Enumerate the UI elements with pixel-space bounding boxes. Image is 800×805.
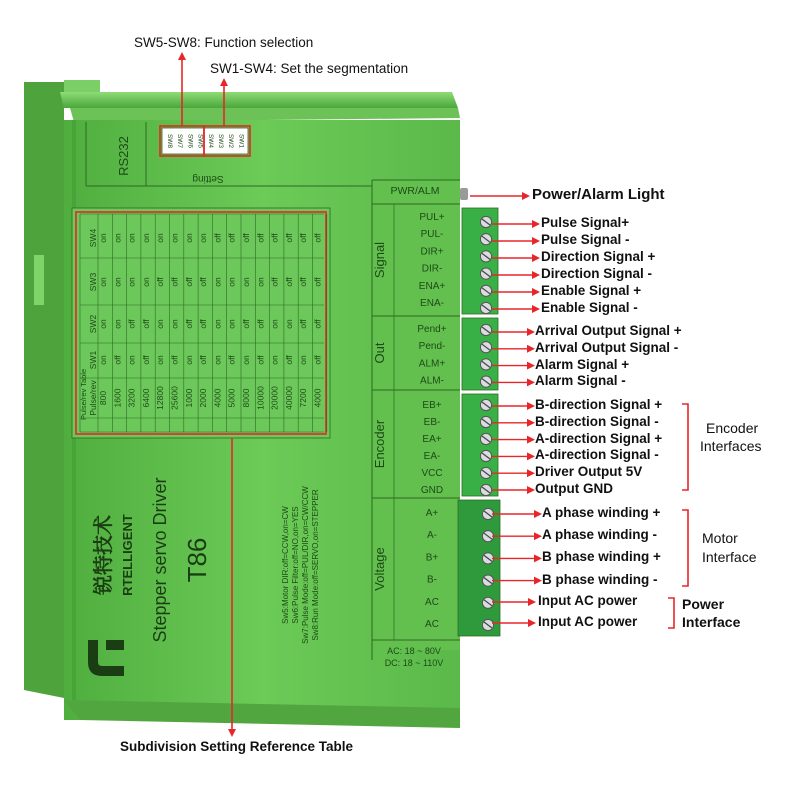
rs232-label: RS232 [116, 136, 131, 176]
label-signal: Direction Signal - [541, 266, 653, 281]
table-cell: on [112, 233, 123, 243]
table-header: SW2 [88, 314, 98, 334]
table-cell: off [169, 355, 180, 365]
pin-label: ENA- [420, 298, 444, 309]
label-out: Alarm Signal - [535, 373, 626, 389]
callout-segmentation: SW1-SW4: Set the segmentation [210, 61, 409, 76]
table-cell: 1600 [112, 388, 123, 408]
table-cell: on [226, 277, 237, 287]
pin-label: EB+ [422, 400, 442, 411]
setting-label: Setting [192, 173, 224, 184]
table-cell: on [298, 355, 309, 365]
table-cell: 1000 [183, 388, 194, 408]
table-cell: 10000 [255, 386, 266, 410]
led [460, 188, 468, 200]
table-cell: on [98, 355, 108, 365]
table-cell: on [269, 319, 280, 329]
table-cell: on [169, 233, 180, 243]
table-cell: on [140, 277, 151, 287]
label-out: Arrival Output Signal - [535, 339, 679, 355]
label-out: Arrival Output Signal + [535, 323, 682, 338]
voltage-range-ac: AC: 18 ~ 80V [387, 646, 441, 656]
model-name: T86 [182, 537, 212, 583]
table-cell: 12800 [155, 386, 166, 410]
pin-label: AC [425, 619, 439, 630]
label-signal: Enable Signal - [541, 300, 638, 315]
brand-cn: 锐特技术 [93, 515, 115, 595]
pin-label: DIR- [421, 263, 443, 275]
dip-label: SW2 [227, 133, 235, 149]
table-cell: 2000 [198, 388, 209, 408]
table-header: SW3 [88, 272, 98, 292]
pin-label: EA- [423, 451, 441, 462]
table-cell: off [241, 233, 251, 243]
motor-bracket [682, 510, 688, 586]
pin-label: DIR+ [420, 246, 444, 258]
table-header: Pulse/rev [88, 380, 98, 416]
table-cell: 8000 [241, 388, 251, 408]
group-motor: Interface [702, 549, 757, 565]
voltage-range-dc: DC: 18 ~ 110V [384, 658, 444, 668]
pin-label: EB- [423, 417, 441, 428]
table-cell: off [212, 233, 223, 243]
group-encoder: Encoder [706, 420, 759, 436]
table-cell: off [312, 277, 323, 287]
label-encoder: Driver Output 5V [535, 464, 643, 480]
table-cell: on [112, 277, 123, 287]
table-cell: on [241, 277, 251, 287]
group-power: Interface [682, 614, 741, 630]
table-cell: on [169, 319, 180, 329]
table-cell: 25600 [169, 386, 180, 410]
table-cell: on [212, 319, 223, 329]
section-label: Out [372, 342, 387, 364]
table-cell: on [98, 319, 108, 329]
table-cell: 6400 [140, 388, 151, 408]
group-encoder: Interfaces [700, 438, 762, 454]
pin-label: PUL- [420, 229, 444, 241]
voltage-terminal [458, 500, 500, 636]
table-cell: 7200 [298, 388, 309, 408]
table-cell: on [155, 319, 166, 329]
pin-label: VCC [421, 468, 443, 479]
callout-function-selection: SW5-SW8: Function selection [134, 35, 314, 50]
label-motor: A phase winding + [542, 505, 661, 520]
label-motor: B phase winding - [542, 571, 658, 587]
pin-label: ALM+ [418, 358, 446, 370]
callout-reference-table: Subdivision Setting Reference Table [120, 739, 354, 754]
top-fin-2 [70, 108, 460, 122]
dip-label: SW8 [166, 133, 173, 149]
table-cell: on [183, 233, 194, 243]
table-cell: 40000 [283, 386, 294, 410]
table-cell: on [255, 277, 266, 287]
label-encoder: B-direction Signal - [535, 413, 659, 429]
table-cell: off [126, 319, 137, 329]
table-cell: off [198, 319, 209, 329]
table-cell: off [298, 277, 309, 287]
table-cell: off [312, 355, 323, 365]
label-motor: A phase winding - [542, 527, 658, 543]
pin-label: Pend+ [417, 324, 447, 335]
table-cell: off [269, 277, 280, 287]
table-cell: on [198, 233, 209, 243]
table-corner: Pulse/rev Table [79, 368, 88, 420]
pin-label: PUL+ [419, 212, 445, 223]
table-cell: on [126, 355, 137, 365]
table-cell: off [112, 355, 123, 365]
table-cell: off [312, 233, 323, 243]
pin-label: B+ [425, 552, 439, 564]
label-signal: Direction Signal + [541, 249, 656, 264]
section-label: Signal [372, 241, 387, 279]
dip-label: SW1 [237, 133, 245, 149]
table-cell: 4000 [312, 388, 323, 408]
table-cell: off [283, 233, 294, 243]
brand-name: RTELLIGENT [120, 514, 135, 596]
table-cell: off [283, 277, 294, 287]
label-encoder: B-direction Signal + [535, 397, 663, 412]
table-cell: off [155, 277, 166, 287]
table-cell: off [183, 277, 194, 287]
table-cell: off [183, 319, 194, 329]
pin-label: A+ [425, 508, 439, 519]
pin-label: ENA+ [418, 280, 446, 292]
dip-label: SW3 [217, 133, 224, 149]
table-cell: off [226, 233, 237, 243]
table-cell: off [298, 319, 309, 329]
function-note: Sw5:Motor DIR:off=CCW,on=CW [281, 506, 290, 624]
table-cell: on [98, 233, 108, 243]
table-cell: off [140, 319, 151, 329]
label-signal: Pulse Signal - [541, 232, 630, 247]
table-cell: off [255, 233, 266, 243]
label-signal: Enable Signal + [541, 283, 642, 298]
encoder-bracket [682, 404, 688, 490]
table-cell: off [140, 355, 151, 365]
pin-label: EA+ [422, 434, 442, 445]
label-encoder: A-direction Signal - [535, 447, 659, 463]
pin-label: AC [425, 596, 439, 608]
function-note: Sw6:Pulse Filter:off=NO,on=YES [291, 506, 300, 624]
label-encoder: A-direction Signal + [535, 430, 663, 446]
table-cell: on [183, 355, 194, 365]
table-cell: on [98, 277, 108, 287]
table-cell: on [126, 233, 137, 243]
table-cell: off [255, 355, 266, 365]
label-power: Input AC power [538, 614, 638, 629]
power-bracket [668, 598, 674, 628]
label-power-alarm: Power/Alarm Light [532, 186, 665, 203]
group-power: Power [682, 596, 725, 612]
top-fin [60, 92, 458, 108]
dip-label: SW4 [206, 133, 214, 149]
label-power: Input AC power [538, 593, 638, 608]
dip-label: SW6 [186, 133, 194, 149]
table-cell: off [198, 355, 209, 365]
section-label: Encoder [372, 419, 387, 469]
logo-shape [106, 640, 124, 650]
pin-label: B- [427, 574, 437, 586]
table-cell: on [212, 277, 223, 287]
table-cell: on [212, 355, 223, 365]
label-encoder: Output GND [535, 481, 613, 496]
pin-label: Pend- [418, 341, 446, 353]
table-header: SW4 [88, 228, 98, 248]
section-label: Voltage [372, 547, 387, 591]
encoder-terminal [462, 394, 498, 496]
dip-label: SW7 [176, 133, 184, 149]
table-cell: on [112, 319, 123, 329]
group-motor: Motor [702, 530, 738, 546]
table-cell: on [140, 233, 151, 243]
table-cell: off [169, 277, 180, 287]
table-cell: off [198, 277, 209, 287]
pin-label: A- [427, 530, 437, 542]
table-cell: off [255, 319, 266, 329]
dip-label: SW5 [196, 133, 204, 149]
product-name: Stepper servo Driver [150, 477, 170, 643]
table-cell: 3200 [126, 388, 137, 408]
out-terminal [462, 318, 498, 390]
table-cell: off [298, 233, 309, 243]
table-cell: 20000 [269, 386, 280, 410]
pwr-alm-label: PWR/ALM [390, 185, 440, 197]
label-out: Alarm Signal + [535, 356, 630, 372]
table-cell: 5000 [226, 388, 237, 408]
table-cell: on [283, 319, 294, 329]
table-cell: off [283, 355, 294, 365]
table-cell: on [241, 355, 251, 365]
label-signal: Pulse Signal+ [541, 215, 630, 230]
table-cell: on [226, 319, 237, 329]
label-motor: B phase winding + [542, 549, 661, 565]
table-cell: 800 [98, 390, 108, 406]
pin-label: ALM- [420, 375, 444, 387]
table-cell: off [312, 319, 323, 329]
heatsink-left-fin [24, 82, 64, 698]
fin-highlight [34, 255, 44, 305]
table-header: SW1 [88, 350, 98, 370]
table-cell: off [269, 233, 280, 243]
table-cell: off [241, 319, 251, 329]
table-cell: on [126, 277, 137, 287]
table-cell: off [226, 355, 237, 365]
function-note: Sw8:Run Mode:off=SERVO,on=STEPPER [311, 489, 320, 641]
table-cell: 4000 [212, 388, 223, 408]
table-cell: on [155, 233, 166, 243]
table-cell: on [155, 355, 166, 365]
function-note: Sw7:Pulse Mode:off=PUL/DIR,on=CW/CCW [301, 486, 310, 644]
pin-label: GND [420, 485, 444, 496]
table-cell: on [269, 355, 280, 365]
